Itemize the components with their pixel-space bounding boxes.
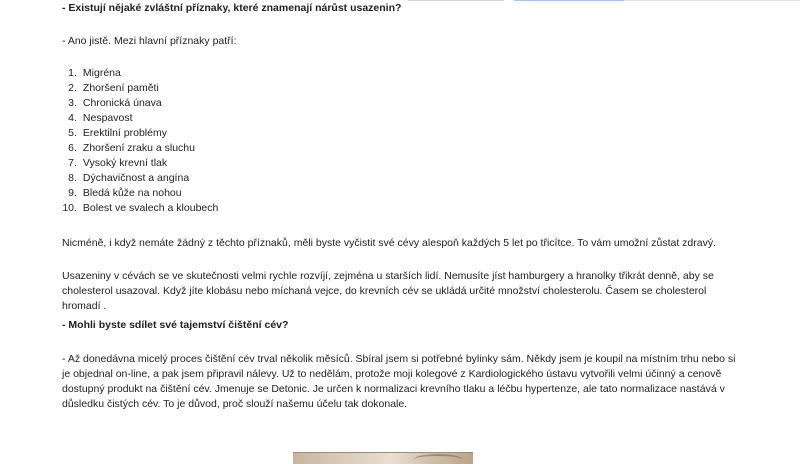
product-ornament <box>413 454 463 464</box>
paragraph-deposits: Usazeniny v cévách se ve skutečnosti velmi rychle rozvíjí, zejména u starších lidí. Nemusíte jíst hamburgery a hranolky třikrát denně, aby se cholesterol usazoval. Když jíte klobásu nebo míchaná vejce, do krevních cév se ukládá určité množství cholesterolu. Časem se cholesterol hromadí . <box>62 270 714 312</box>
list-item: 10. Bolest ve svalech a kloubech <box>62 202 219 214</box>
list-item: 3. Chronická únava <box>68 97 162 109</box>
list-item: 5. Erektilní problémy <box>68 127 167 139</box>
answer-intro: - Ano jistě. Mezi hlavní příznaky patří: <box>62 35 237 47</box>
divider-segment-accent <box>514 0 624 1</box>
list-item: 9. Bledá kůže na nohou <box>68 187 182 199</box>
divider-segment <box>624 0 800 1</box>
divider-segment <box>408 0 504 1</box>
list-item: 6. Zhoršení zraku a sluchu <box>68 142 195 154</box>
paragraph-detonic: - Až donedávna micelý proces čištění cév trval několik měsíců. Sbíral jsem si potřebné bylinky sám. Někdy jsem je koupil na místním trhu nebo si je objednal on-line, a pak jsem připravil nálevy. Už to nedělám, protože moji kolegové z Kardiologického ústavu vytvořili velmi účinný a cenově dostupný produkt na čištění cév. Jmenuje se Detonic. Je určen k normalizaci krevního tlaku a léčbu hypertenze, ale tato normalizace nastává v důsledku čistých cév. To je důvod, proč slouží našemu účelu tak dokonale. <box>62 353 736 410</box>
list-item: 8. Dýchavičnost a angína <box>68 172 190 184</box>
question-heading-secret: - Mohli byste sdílet své tajemství čištění cév? <box>62 319 289 331</box>
list-item: 7. Vysoký krevní tlak <box>68 157 168 169</box>
symptom-list <box>62 66 218 216</box>
list-item: 2. Zhoršení paměti <box>68 82 159 94</box>
product-image <box>293 452 473 464</box>
paragraph-recommendation: Nicméně, i když nemáte žádný z těchto příznaků, měli byste vyčistit své cévy alespoň každých 5 let po třicítce. To vám umožní zůstat zdravý. <box>62 237 716 249</box>
list-item: 4. Nespavost <box>68 112 133 124</box>
list-item: 1. Migréna <box>68 67 121 79</box>
question-heading-symptoms: - Existují nějaké zvláštní příznaky, které znamenají nárůst usazenin? <box>62 2 402 14</box>
